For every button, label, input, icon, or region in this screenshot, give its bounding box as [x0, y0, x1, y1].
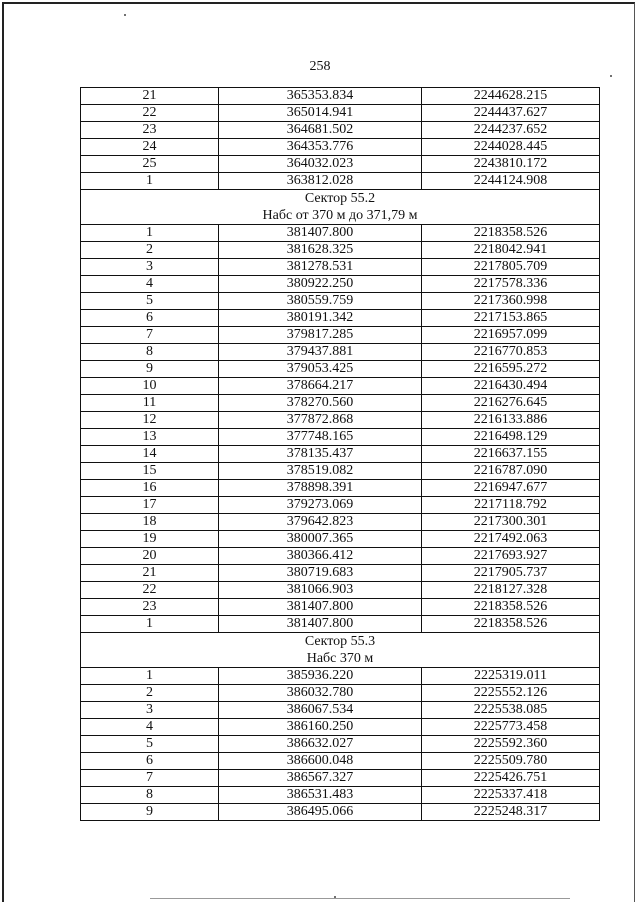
x-coordinate-cell: 380719.683 [219, 565, 422, 582]
x-coordinate-cell: 386632.027 [219, 736, 422, 753]
x-coordinate-cell: 378270.560 [219, 395, 422, 412]
point-number-cell: 23 [81, 122, 219, 139]
y-coordinate-cell: 2244628.215 [422, 88, 600, 105]
point-number-cell: 4 [81, 719, 219, 736]
y-coordinate-cell: 2216787.090 [422, 463, 600, 480]
table-row [81, 173, 600, 190]
x-coordinate-cell: 364353.776 [219, 139, 422, 156]
table-row [81, 361, 600, 378]
y-coordinate-cell: 2216430.494 [422, 378, 600, 395]
y-coordinate-cell: 2216770.853 [422, 344, 600, 361]
point-number-cell: 15 [81, 463, 219, 480]
table-row [81, 344, 600, 361]
table-row [81, 702, 600, 719]
x-coordinate-cell: 381407.800 [219, 616, 422, 633]
x-coordinate-cell: 365014.941 [219, 105, 422, 122]
coordinates-table-body [81, 88, 600, 821]
point-number-cell: 22 [81, 105, 219, 122]
point-number-cell: 23 [81, 599, 219, 616]
sector-header-row [81, 190, 600, 208]
y-coordinate-cell: 2216133.886 [422, 412, 600, 429]
point-number-cell: 3 [81, 702, 219, 719]
table-row [81, 327, 600, 344]
x-coordinate-cell: 363812.028 [219, 173, 422, 190]
point-number-cell: 21 [81, 88, 219, 105]
point-number-cell: 1 [81, 616, 219, 633]
y-coordinate-cell: 2217360.998 [422, 293, 600, 310]
sector-subtitle: Набс 370 м [81, 650, 600, 668]
table-row [81, 88, 600, 105]
point-number-cell: 2 [81, 242, 219, 259]
y-coordinate-cell: 2244124.908 [422, 173, 600, 190]
scan-speck [610, 75, 612, 77]
y-coordinate-cell: 2216947.677 [422, 480, 600, 497]
point-number-cell: 1 [81, 225, 219, 242]
y-coordinate-cell: 2216276.645 [422, 395, 600, 412]
table-row [81, 259, 600, 276]
sector-title: Сектор 55.2 [81, 190, 600, 208]
x-coordinate-cell: 379642.823 [219, 514, 422, 531]
point-number-cell: 1 [81, 173, 219, 190]
y-coordinate-cell: 2217805.709 [422, 259, 600, 276]
y-coordinate-cell: 2225552.126 [422, 685, 600, 702]
table-row [81, 787, 600, 804]
x-coordinate-cell: 386032.780 [219, 685, 422, 702]
x-coordinate-cell: 378135.437 [219, 446, 422, 463]
point-number-cell: 21 [81, 565, 219, 582]
y-coordinate-cell: 2216498.129 [422, 429, 600, 446]
scan-edge-line [150, 898, 570, 899]
table-row [81, 242, 600, 259]
coordinates-table [80, 87, 600, 821]
table-row [81, 719, 600, 736]
point-number-cell: 14 [81, 446, 219, 463]
x-coordinate-cell: 386495.066 [219, 804, 422, 821]
table-row [81, 531, 600, 548]
y-coordinate-cell: 2217905.737 [422, 565, 600, 582]
table-row [81, 753, 600, 770]
table-row [81, 599, 600, 616]
sector-subtitle: Набс от 370 м до 371,79 м [81, 207, 600, 225]
y-coordinate-cell: 2218358.526 [422, 616, 600, 633]
point-number-cell: 8 [81, 787, 219, 804]
point-number-cell: 6 [81, 310, 219, 327]
page-number: 258 [309, 59, 331, 74]
table-row [81, 668, 600, 685]
x-coordinate-cell: 381278.531 [219, 259, 422, 276]
table-row [81, 105, 600, 122]
x-coordinate-cell: 380007.365 [219, 531, 422, 548]
y-coordinate-cell: 2217300.301 [422, 514, 600, 531]
table-row [81, 378, 600, 395]
table-row [81, 565, 600, 582]
point-number-cell: 6 [81, 753, 219, 770]
y-coordinate-cell: 2218127.328 [422, 582, 600, 599]
point-number-cell: 20 [81, 548, 219, 565]
y-coordinate-cell: 2225426.751 [422, 770, 600, 787]
y-coordinate-cell: 2217693.927 [422, 548, 600, 565]
x-coordinate-cell: 379817.285 [219, 327, 422, 344]
table-row [81, 497, 600, 514]
point-number-cell: 1 [81, 668, 219, 685]
y-coordinate-cell: 2218042.941 [422, 242, 600, 259]
x-coordinate-cell: 386567.327 [219, 770, 422, 787]
sector-header-row [81, 633, 600, 651]
x-coordinate-cell: 377872.868 [219, 412, 422, 429]
point-number-cell: 9 [81, 361, 219, 378]
point-number-cell: 8 [81, 344, 219, 361]
table-row [81, 446, 600, 463]
x-coordinate-cell: 379053.425 [219, 361, 422, 378]
y-coordinate-cell: 2218358.526 [422, 599, 600, 616]
table-row [81, 276, 600, 293]
y-coordinate-cell: 2216637.155 [422, 446, 600, 463]
y-coordinate-cell: 2217578.336 [422, 276, 600, 293]
y-coordinate-cell: 2217492.063 [422, 531, 600, 548]
sector-title: Сектор 55.3 [81, 633, 600, 651]
point-number-cell: 13 [81, 429, 219, 446]
y-coordinate-cell: 2218358.526 [422, 225, 600, 242]
table-row [81, 395, 600, 412]
x-coordinate-cell: 381407.800 [219, 225, 422, 242]
table-row [81, 463, 600, 480]
x-coordinate-cell: 381628.325 [219, 242, 422, 259]
y-coordinate-cell: 2216957.099 [422, 327, 600, 344]
point-number-cell: 5 [81, 736, 219, 753]
point-number-cell: 7 [81, 327, 219, 344]
table-row [81, 548, 600, 565]
point-number-cell: 4 [81, 276, 219, 293]
y-coordinate-cell: 2244437.627 [422, 105, 600, 122]
x-coordinate-cell: 379437.881 [219, 344, 422, 361]
x-coordinate-cell: 386160.250 [219, 719, 422, 736]
x-coordinate-cell: 386067.534 [219, 702, 422, 719]
x-coordinate-cell: 381407.800 [219, 599, 422, 616]
x-coordinate-cell: 380191.342 [219, 310, 422, 327]
table-row [81, 514, 600, 531]
scan-speck [124, 14, 126, 16]
table-row [81, 480, 600, 497]
y-coordinate-cell: 2225248.317 [422, 804, 600, 821]
y-coordinate-cell: 2225592.360 [422, 736, 600, 753]
y-coordinate-cell: 2225509.780 [422, 753, 600, 770]
table-row [81, 412, 600, 429]
x-coordinate-cell: 377748.165 [219, 429, 422, 446]
table-row [81, 156, 600, 173]
table-row [81, 582, 600, 599]
x-coordinate-cell: 378664.217 [219, 378, 422, 395]
point-number-cell: 5 [81, 293, 219, 310]
y-coordinate-cell: 2244237.652 [422, 122, 600, 139]
point-number-cell: 17 [81, 497, 219, 514]
point-number-cell: 10 [81, 378, 219, 395]
table-row [81, 685, 600, 702]
y-coordinate-cell: 2243810.172 [422, 156, 600, 173]
table-row [81, 310, 600, 327]
x-coordinate-cell: 385936.220 [219, 668, 422, 685]
point-number-cell: 2 [81, 685, 219, 702]
y-coordinate-cell: 2225337.418 [422, 787, 600, 804]
point-number-cell: 16 [81, 480, 219, 497]
x-coordinate-cell: 378898.391 [219, 480, 422, 497]
table-row [81, 225, 600, 242]
y-coordinate-cell: 2244028.445 [422, 139, 600, 156]
y-coordinate-cell: 2225773.458 [422, 719, 600, 736]
point-number-cell: 19 [81, 531, 219, 548]
table-row [81, 616, 600, 633]
table-row [81, 770, 600, 787]
y-coordinate-cell: 2225319.011 [422, 668, 600, 685]
x-coordinate-cell: 365353.834 [219, 88, 422, 105]
x-coordinate-cell: 380922.250 [219, 276, 422, 293]
sector-header-row [81, 650, 600, 668]
y-coordinate-cell: 2217153.865 [422, 310, 600, 327]
point-number-cell: 18 [81, 514, 219, 531]
sector-header-row [81, 207, 600, 225]
y-coordinate-cell: 2216595.272 [422, 361, 600, 378]
table-row [81, 139, 600, 156]
x-coordinate-cell: 380366.412 [219, 548, 422, 565]
point-number-cell: 9 [81, 804, 219, 821]
x-coordinate-cell: 378519.082 [219, 463, 422, 480]
table-row [81, 804, 600, 821]
y-coordinate-cell: 2225538.085 [422, 702, 600, 719]
y-coordinate-cell: 2217118.792 [422, 497, 600, 514]
point-number-cell: 22 [81, 582, 219, 599]
table-row [81, 736, 600, 753]
x-coordinate-cell: 380559.759 [219, 293, 422, 310]
x-coordinate-cell: 364681.502 [219, 122, 422, 139]
table-row [81, 429, 600, 446]
point-number-cell: 7 [81, 770, 219, 787]
x-coordinate-cell: 381066.903 [219, 582, 422, 599]
point-number-cell: 3 [81, 259, 219, 276]
point-number-cell: 25 [81, 156, 219, 173]
point-number-cell: 24 [81, 139, 219, 156]
table-row [81, 122, 600, 139]
x-coordinate-cell: 364032.023 [219, 156, 422, 173]
x-coordinate-cell: 379273.069 [219, 497, 422, 514]
table-row [81, 293, 600, 310]
x-coordinate-cell: 386600.048 [219, 753, 422, 770]
point-number-cell: 11 [81, 395, 219, 412]
point-number-cell: 12 [81, 412, 219, 429]
x-coordinate-cell: 386531.483 [219, 787, 422, 804]
